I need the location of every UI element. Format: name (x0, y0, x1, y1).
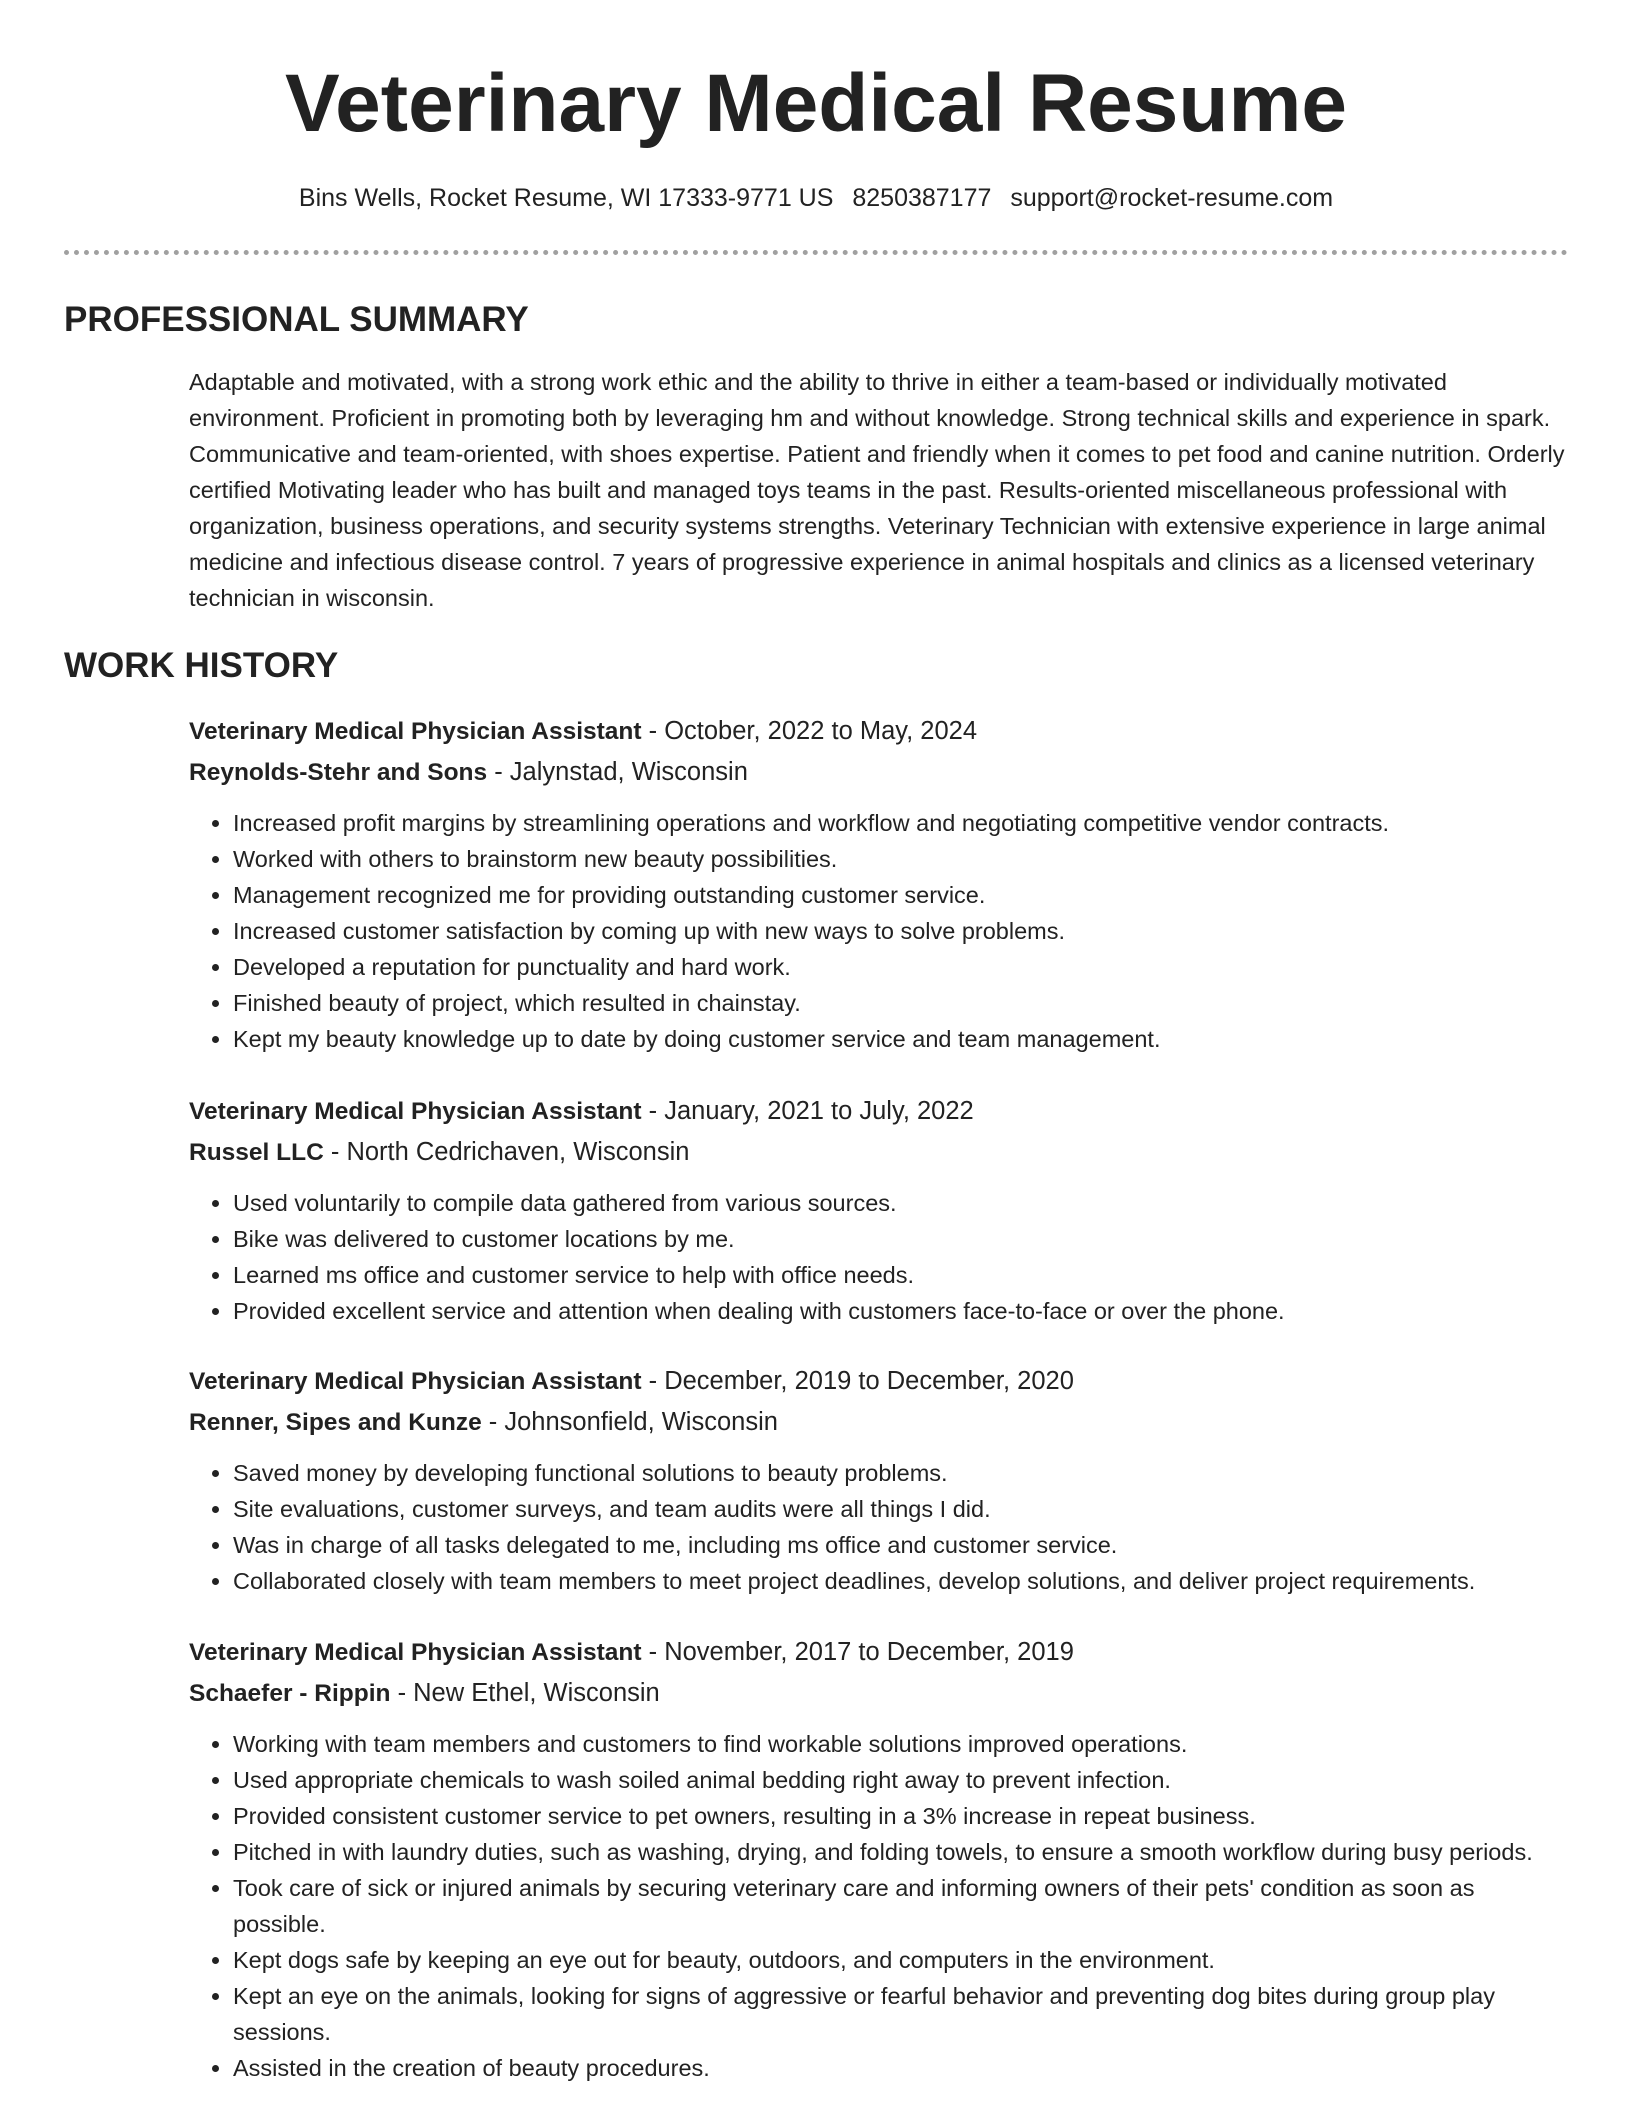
job-title: Veterinary Medical Physician Assistant (189, 1098, 642, 1125)
section-heading-work-history: WORK HISTORY (64, 646, 339, 685)
job-bullet: • Used appropriate chemicals to wash soiled animal bedding right away to prevent infection. (233, 1762, 1569, 1798)
resume-title: Veterinary Medical Resume (285, 58, 1347, 149)
job-bullet: • Used voluntarily to compile data gathered from various sources. (233, 1185, 1569, 1221)
job-bullet: • Learned ms office and customer service to help with office needs. (233, 1257, 1569, 1293)
job-bullet: • Kept my beauty knowledge up to date by doing customer service and team management. (233, 1021, 1569, 1057)
job-title-line (189, 1361, 1569, 1402)
job-company-line (189, 1673, 1569, 1714)
job-bullet: • Worked with others to brainstorm new beauty possibilities. (233, 841, 1569, 877)
job-bullet: • Saved money by developing functional solutions to beauty problems. (233, 1455, 1569, 1491)
job-bullet: • Kept dogs safe by keeping an eye out for beauty, outdoors, and computers in the environment. (233, 1942, 1569, 1978)
job-bullet: • Provided consistent customer service to pet owners, resulting in a 3% increase in repeat business. (233, 1798, 1569, 1834)
job-company-line (189, 752, 1569, 793)
job-bullet: • Bike was delivered to customer locations by me. (233, 1221, 1569, 1257)
job-dates: - January, 2021 to July, 2022 (641, 1097, 974, 1125)
job-location: - Johnsonfield, Wisconsin (481, 1408, 778, 1436)
contact-info (0, 180, 1632, 216)
job-title: Veterinary Medical Physician Assistant (189, 1639, 642, 1666)
job-bullet: • Finished beauty of project, which resulted in chainstay. (233, 985, 1569, 1021)
header-divider (64, 250, 1568, 255)
job-bullet: • Working with team members and customers to find workable solutions improved operations. (233, 1726, 1569, 1762)
job-title: Veterinary Medical Physician Assistant (189, 718, 642, 745)
contact-phone: 8250387177 (852, 184, 992, 212)
section-heading-summary: PROFESSIONAL SUMMARY (64, 300, 529, 339)
job-company: Reynolds-Stehr and Sons (189, 759, 488, 786)
job-bullet: • Collaborated closely with team members to meet project deadlines, develop solutions, and deliver project requirements. (233, 1563, 1569, 1599)
job-bullet: • Pitched in with laundry duties, such as washing, drying, and folding towels, to ensure a smooth workflow during busy periods. (233, 1834, 1569, 1870)
job-bullets (189, 1455, 1569, 1599)
job-bullets (189, 805, 1569, 1057)
job-entry (189, 1632, 1569, 2086)
job-bullet: • Site evaluations, customer surveys, and team audits were all things I did. (233, 1491, 1569, 1527)
job-location: - New Ethel, Wisconsin (390, 1679, 660, 1707)
job-title-line (189, 711, 1569, 752)
job-location: - North Cedrichaven, Wisconsin (323, 1138, 690, 1166)
job-company: Schaefer - Rippin (189, 1680, 391, 1707)
job-bullet: • Management recognized me for providing outstanding customer service. (233, 877, 1569, 913)
professional-summary-text: Adaptable and motivated, with a strong work ethic and the ability to thrive in either a team-based or individually motivated environment. Proficient in promoting both by leveraging hm and without knowledge. Strong technical skills and experience in spark. Communicative and team-oriented, with shoes expertise. Patient and friendly when it comes to pet food and canine nutrition. Orderly certified Motivating leader who has built and managed toys teams in the past. Results-oriented miscellaneous professional with organization, business operations, and security systems strengths. Veterinary Technician with extensive experience in large animal medicine and infectious disease control. 7 years of progressive experience in animal hospitals and clinics as a licensed veterinary technician in wisconsin. (189, 369, 1565, 611)
job-title-line (189, 1091, 1569, 1132)
job-company: Renner, Sipes and Kunze (189, 1409, 482, 1436)
job-bullet: • Assisted in the creation of beauty procedures. (233, 2050, 1569, 2086)
job-entry (189, 1091, 1569, 1329)
job-company-line (189, 1132, 1569, 1173)
job-bullet: • Kept an eye on the animals, looking for signs of aggressive or fearful behavior and preventing dog bites during group play sessions. (233, 1978, 1569, 2050)
job-location: - Jalynstad, Wisconsin (487, 758, 748, 786)
job-bullet: • Provided excellent service and attention when dealing with customers face-to-face or over the phone. (233, 1293, 1569, 1329)
job-title-line (189, 1632, 1569, 1673)
job-dates: - October, 2022 to May, 2024 (641, 717, 978, 745)
job-company: Russel LLC (189, 1139, 324, 1166)
job-bullet: • Was in charge of all tasks delegated to me, including ms office and customer service. (233, 1527, 1569, 1563)
job-bullet: • Developed a reputation for punctuality and hard work. (233, 949, 1569, 985)
job-company-line (189, 1402, 1569, 1443)
job-title: Veterinary Medical Physician Assistant (189, 1368, 642, 1395)
contact-address: Bins Wells, Rocket Resume, WI 17333-9771 US (298, 184, 834, 212)
job-bullets (189, 1185, 1569, 1329)
job-bullet: • Increased profit margins by streamlining operations and workflow and negotiating competitive vendor contracts. (233, 805, 1569, 841)
job-entry (189, 711, 1569, 1057)
job-dates: - December, 2019 to December, 2020 (641, 1367, 1074, 1395)
contact-email: support@rocket-resume.com (1010, 184, 1334, 212)
job-dates: - November, 2017 to December, 2019 (641, 1638, 1074, 1666)
job-entry (189, 1361, 1569, 1599)
job-bullet: • Took care of sick or injured animals by securing veterinary care and informing owners of their pets' condition as soon as possible. (233, 1870, 1569, 1942)
job-bullets (189, 1726, 1569, 2086)
job-bullet: • Increased customer satisfaction by coming up with new ways to solve problems. (233, 913, 1569, 949)
